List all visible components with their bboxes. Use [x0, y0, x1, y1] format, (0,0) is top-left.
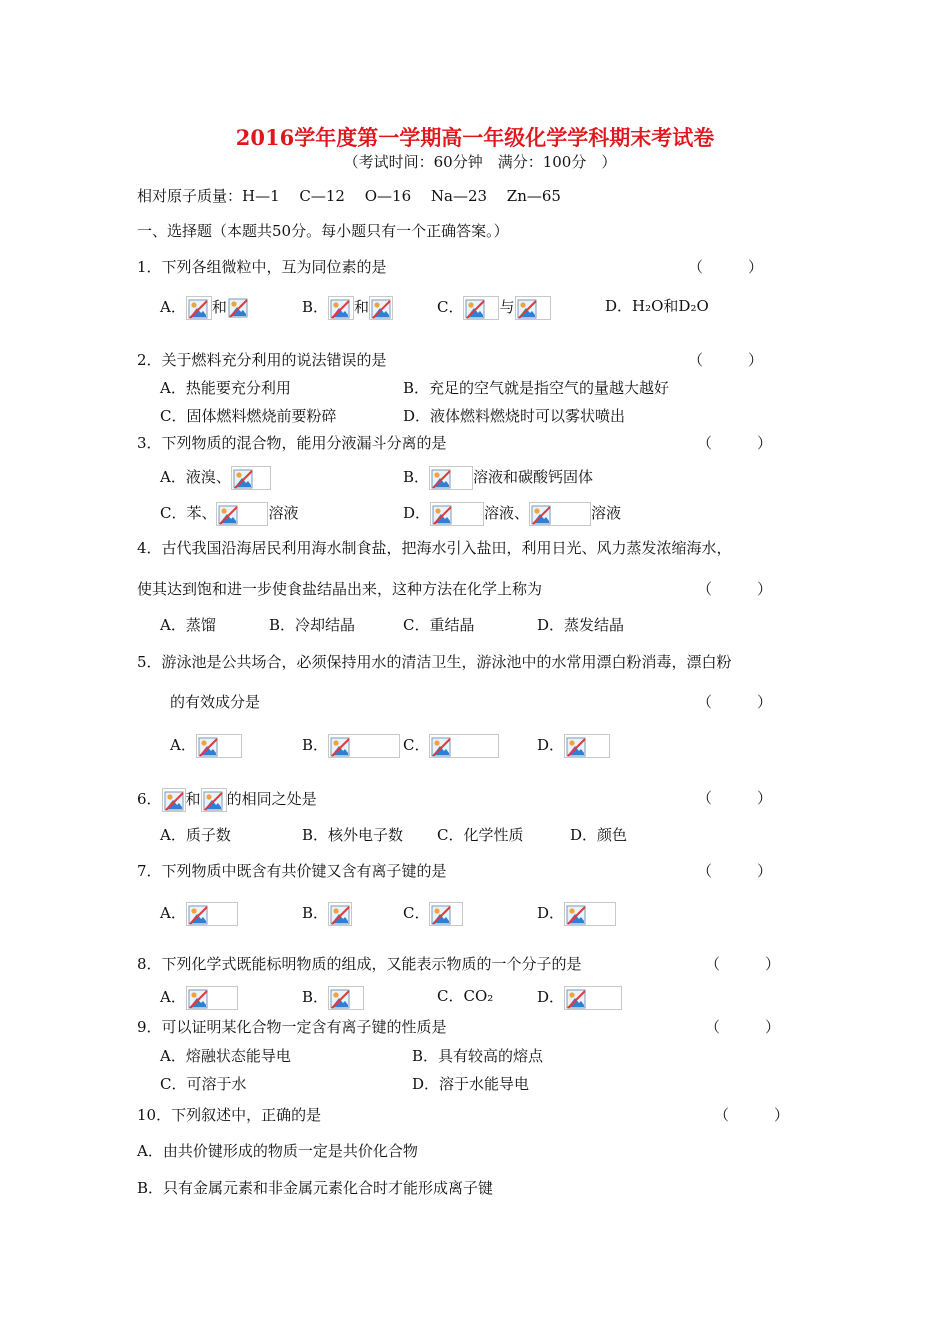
- q2-option-c: C．固体燃料燃烧前要粉碎: [160, 407, 337, 425]
- q10-option-a: A．由共价键形成的物质一定是共价化合物: [137, 1142, 418, 1160]
- q10-option-b: B．只有金属元素和非金属元素化合时才能形成离子键: [137, 1179, 494, 1197]
- answer-paren: （ ）: [688, 258, 764, 276]
- q8-option-c: C．CO₂: [437, 987, 494, 1005]
- broken-image-icon: [196, 734, 242, 758]
- broken-image-icon: [328, 902, 352, 926]
- q1-stem: 1．下列各组微粒中，互为同位素的是: [137, 258, 387, 276]
- q5-option-a: A．: [170, 734, 242, 758]
- broken-image-icon: [328, 986, 364, 1010]
- answer-paren: （ ）: [697, 580, 773, 598]
- q6-stem: 6． 和 的相同之处是: [137, 788, 317, 812]
- answer-paren: （ ）: [705, 1018, 781, 1036]
- q1-option-b: B． 和: [302, 296, 393, 320]
- q1-option-d: D．H₂O和D₂O: [605, 297, 709, 315]
- q7-option-d: D．: [537, 902, 616, 926]
- broken-image-icon: [430, 502, 484, 526]
- q7-stem: 7．下列物质中既含有共价键又含有离子键的是: [137, 862, 447, 880]
- answer-paren: （ ）: [705, 955, 781, 973]
- q5-stem-line2: 的有效成分是: [170, 693, 261, 711]
- broken-image-icon: [529, 502, 591, 526]
- q6-option-b: B．核外电子数: [302, 826, 404, 844]
- answer-paren: （ ）: [697, 693, 773, 711]
- q5-stem-line1: 5．游泳池是公共场合，必须保持用水的清洁卫生，游泳池中的水常用漂白粉消毒，漂白粉: [137, 653, 732, 671]
- broken-image-icon: [429, 902, 463, 926]
- q4-option-d: D．蒸发结晶: [537, 616, 625, 634]
- q8-option-a: A．: [160, 986, 238, 1010]
- q8-option-b: B．: [302, 986, 364, 1010]
- broken-image-icon: [328, 734, 400, 758]
- q6-option-c: C．化学性质: [437, 826, 524, 844]
- q4-option-c: C．重结晶: [403, 616, 475, 634]
- broken-image-icon: [429, 734, 499, 758]
- q9-option-a: A．熔融状态能导电: [160, 1047, 291, 1065]
- broken-image-icon: [564, 734, 610, 758]
- q6-option-a: A．质子数: [160, 826, 231, 844]
- broken-image-icon: [231, 466, 271, 490]
- q1-option-c: C． 与: [437, 296, 551, 320]
- q2-stem: 2．关于燃料充分利用的说法错误的是: [137, 351, 387, 369]
- broken-image-icon: [201, 788, 227, 812]
- q7-option-a: A．: [160, 902, 238, 926]
- q4-stem-line1: 4．古代我国沿海居民利用海水制食盐，把海水引入盐田，利用日光、风力蒸发浓缩海水，: [137, 539, 732, 557]
- q7-option-c: C．: [403, 902, 463, 926]
- broken-image-icon: [515, 296, 551, 320]
- answer-paren: （ ）: [688, 351, 764, 369]
- q8-stem: 8．下列化学式既能标明物质的组成，又能表示物质的一个分子的是: [137, 955, 582, 973]
- broken-image-icon: [186, 902, 238, 926]
- answer-paren: （ ）: [714, 1106, 790, 1124]
- q3-option-a: A．液溴、: [160, 466, 271, 490]
- answer-paren: （ ）: [697, 434, 773, 452]
- q9-option-d: D．溶于水能导电: [412, 1075, 530, 1093]
- q5-option-d: D．: [537, 734, 610, 758]
- q2-option-b: B．充足的空气就是指空气的量越大越好: [403, 379, 670, 397]
- q9-option-b: B．具有较高的熔点: [412, 1047, 544, 1065]
- q2-option-d: D．液体燃料燃烧时可以雾状喷出: [403, 407, 626, 425]
- broken-image-icon: [186, 296, 212, 320]
- broken-image-icon: [186, 986, 238, 1010]
- broken-image-icon: [564, 986, 622, 1010]
- broken-image-icon: [328, 296, 354, 320]
- q6-option-d: D．颜色: [570, 826, 628, 844]
- q5-option-c: C．: [403, 734, 499, 758]
- broken-image-icon: [216, 502, 268, 526]
- broken-image-icon: [162, 788, 186, 812]
- q4-stem-line2: 使其达到饱和进一步使食盐结晶出来，这种方法在化学上称为: [137, 580, 543, 598]
- broken-image-icon: [429, 466, 473, 490]
- q3-option-d: D． 溶液、 溶液: [403, 502, 621, 526]
- q9-option-c: C．可溶于水: [160, 1075, 247, 1093]
- q3-stem: 3．下列物质的混合物，能用分液漏斗分离的是: [137, 434, 447, 452]
- q4-option-b: B．冷却结晶: [269, 616, 356, 634]
- exam-title: 2016学年度第一学期高一年级化学学科期末考试卷: [235, 125, 715, 150]
- exam-subtitle: （考试时间：60分钟 满分：100分 ）: [343, 153, 617, 171]
- q4-option-a: A．蒸馏: [160, 616, 216, 634]
- section-heading: 一、选择题（本题共50分。每小题只有一个正确答案。）: [137, 222, 509, 240]
- q7-option-b: B．: [302, 902, 352, 926]
- q10-stem: 10．下列叙述中，正确的是: [137, 1106, 322, 1124]
- atomic-masses: 相对原子质量：H—1 C—12 O—16 Na—23 Zn—65: [137, 187, 561, 205]
- q3-option-b: B． 溶液和碳酸钙固体: [403, 466, 593, 490]
- broken-image-icon: [564, 902, 616, 926]
- q8-option-d: D．: [537, 986, 622, 1010]
- broken-image-icon: [463, 296, 499, 320]
- broken-image-icon: [227, 296, 247, 320]
- q3-option-c: C．苯、 溶液: [160, 502, 299, 526]
- q5-option-b: B．: [302, 734, 400, 758]
- q2-option-a: A．热能要充分利用: [160, 379, 291, 397]
- answer-paren: （ ）: [697, 789, 773, 807]
- answer-paren: （ ）: [697, 862, 773, 880]
- q1-option-a: A． 和: [160, 296, 247, 320]
- broken-image-icon: [369, 296, 393, 320]
- q9-stem: 9．可以证明某化合物一定含有离子键的性质是: [137, 1018, 447, 1036]
